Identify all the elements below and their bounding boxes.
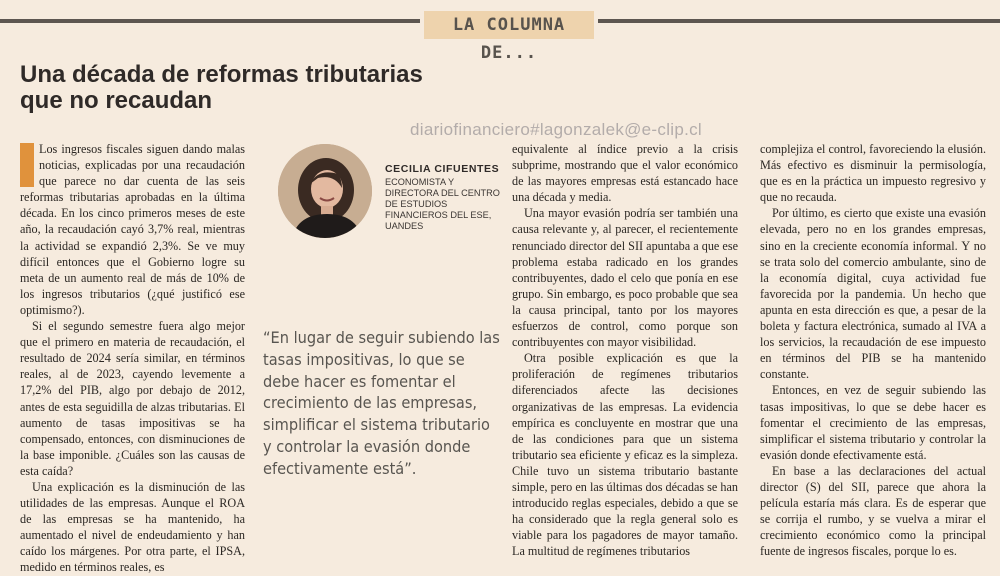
paragraph: complejiza el control, favoreciendo la elusión. Más efectivo es disminuir la permisología, que es en la práctica un impuesto regresivo y que no recauda. — [760, 142, 986, 205]
paragraph: Los ingresos fiscales siguen dando malas noticias, explicadas por una recaudación que parece no dar cuenta de las seis reformas tributarias aprobadas en la última década. En los cinco primeros meses de este año, la recaudación cayó 3,7% real, mientras la actividad se expandió 2,3%. Se ve muy difícil entonces que el Gobierno logre su meta de un aumento real de más de 10% de los ingresos tributarios (¿qué justificó ese optimismo?). — [20, 142, 245, 317]
article-column-1 — [20, 141, 245, 576]
section-label: LA COLUMNA DE... — [424, 11, 594, 39]
pull-quote: “En lugar de seguir subiendo las tasas impositivas, lo que se debe hacer es fomentar el crecimiento de las empresas, simplificar el sistema tributario y controlar la evasión donde efectivamente está”. — [263, 328, 500, 478]
header-rule-left — [0, 19, 420, 23]
paragraph: Si el segundo semestre fuera algo mejor que el primero en materia de recaudación, el resultado de 2024 sería similar, en términos reales, al de 2023, cayendo levemente a 17,2% del PIB, algo por debajo de 2012, antes de esta seguidilla de alzas tributarias. El aumento de tasas impositivas se ha compensado, entonces, con disminuciones de la base imponible. ¿Cuáles son las causas de esta caída? — [20, 319, 245, 478]
clipping-watermark: diariofinanciero#lagonzalek@e-clip.cl — [410, 120, 703, 139]
author-photo-illustration — [278, 144, 372, 238]
paragraph: En base a las declaraciones del actual director (S) del SII, parece que ahora la película estaría más clara. Es de esperar que se corrija el rumbo, y se vuelva a mirar el crecimiento económico como la principal fuente de ingresos fiscales, porque lo es. — [760, 463, 986, 559]
paragraph: Una explicación es la disminución de las utilidades de las empresas. Aunque el ROA de las empresas se ha mantenido, ha aumentado el nivel de endeudamiento y han caído los márgenes. Por otra parte, el IPSA, medido en términos reales, es — [20, 479, 245, 575]
paragraph: Entonces, en vez de seguir subiendo las tasas impositivas, lo que se debe hacer es fomentar el crecimiento de las empresas, simplificar el sistema tributario y controlar la evasión donde efectivamente está. — [760, 383, 986, 462]
author-name: CECILIA CIFUENTES — [385, 163, 500, 175]
article-column-2 — [512, 141, 738, 559]
paragraph: Una mayor evasión podría ser también una causa relevante y, al parecer, el recientemente renunciado director del SII apuntaba a que ese problema estaba radicado en los grandes contribuyentes, dado el celo que ponía en ese grupo. Sin embargo, es poco probable que sea la causa principal, tanto por los mayores esfuerzos de control, como porque son contribuyentes con mayor visibilidad. — [512, 206, 738, 350]
author-portrait — [278, 144, 372, 238]
author-role: ECONOMISTA Y DIRECTORA DEL CENTRO DE ESTUDIOS FINANCIEROS DEL ESE, UANDES — [385, 177, 500, 231]
paragraph: Por último, es cierto que existe una evasión elevada, pero no en los grandes empresas, sino en la creciente economía informal. Y no se trata solo del comercio ambulante, sino de la economía digital, cuya actividad fue favorecida por la pandemia. Un hecho que apunta en esta dirección es que, a pesar de la boleta y factura electrónica, sumado al IVA a los servicios, la recaudación de ese impuesto en términos del PIB se ha mantenido constante. — [760, 206, 986, 382]
article-headline: Una década de reformas tributarias que no recaudan — [20, 61, 423, 114]
paragraph: equivalente al índice previo a la crisis subprime, mostrando que el valor económico de las mayores empresas está estancado hace una década y media. — [512, 142, 738, 205]
article-column-3 — [760, 141, 986, 559]
header-rule-right — [598, 19, 1000, 23]
drop-cap-bar — [20, 143, 34, 187]
paragraph: Otra posible explicación es que la proliferación de regímenes tributarios diferenciados afecte las decisiones organizativas de las empresas. La evidencia empírica es concluyente en mostrar que una de las condiciones para que un sistema tributario sea eficiente y eficaz es la simpleza. Chile tuvo un sistema tributario bastante simple, pero en las últimas dos décadas se han introducido reglas especiales, debido a que se ha considerado que la regla general solo es viable para los pagadores de mayor tamaño. La multitud de regímenes tributarios — [512, 351, 738, 559]
